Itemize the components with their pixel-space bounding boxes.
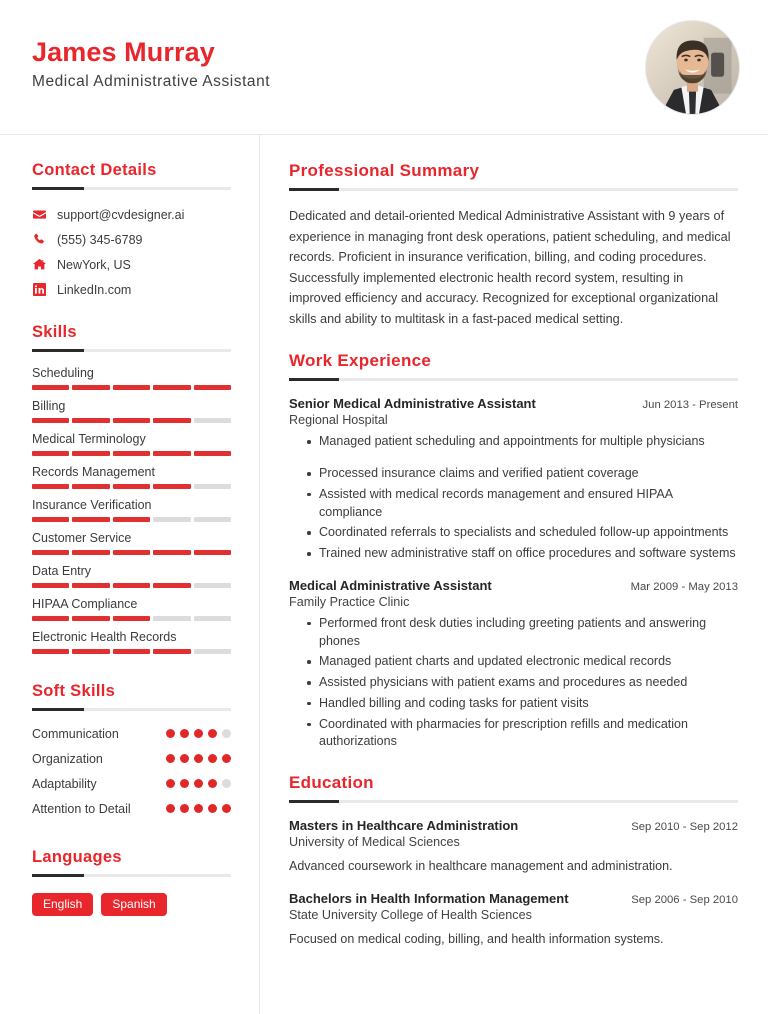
- candidate-job-title: Medical Administrative Assistant: [32, 72, 271, 90]
- education-date-range: Sep 2010 - Sep 2012: [631, 821, 738, 834]
- section-skills: [32, 323, 231, 654]
- education-entry: [289, 818, 738, 875]
- skill-item: [32, 564, 231, 588]
- skill-item: [32, 630, 231, 654]
- skill-level-segment: [113, 385, 150, 390]
- experience-organization: Regional Hospital: [289, 413, 388, 428]
- skill-level-segment: [72, 649, 109, 654]
- skill-level-segment: [72, 484, 109, 489]
- soft-skill-item: [32, 801, 231, 818]
- soft-skills-list: [32, 726, 231, 818]
- soft-skill-label: Adaptability: [32, 776, 97, 791]
- language-chip[interactable]: Spanish: [101, 893, 166, 916]
- contact-item-linkedin[interactable]: [32, 282, 231, 297]
- summary-section-title: Professional Summary: [289, 161, 480, 180]
- candidate-name: James Murray: [32, 37, 215, 68]
- experience-bullet: Performed front desk duties including greeting patients and answering phones: [307, 615, 738, 651]
- soft-skill-label: Organization: [32, 751, 103, 766]
- skill-level-segment: [113, 451, 150, 456]
- skill-level-segment: [194, 616, 231, 621]
- education-section-title: Education: [289, 773, 374, 793]
- skill-level-segment: [194, 517, 231, 522]
- skill-level-segment: [113, 616, 150, 621]
- section-professional-summary: [289, 161, 738, 329]
- soft-skill-label: Communication: [32, 727, 119, 741]
- skill-level-bar: [32, 418, 231, 423]
- section-divider: [32, 187, 231, 190]
- skill-level-bar: [32, 451, 231, 456]
- education-list: [289, 818, 738, 948]
- skill-level-bar: [32, 583, 231, 588]
- skill-level-segment: [32, 451, 69, 456]
- education-entry: [289, 891, 738, 948]
- soft-skill-rating: [166, 726, 231, 738]
- skill-level-segment: [72, 385, 109, 390]
- education-description: Focused on medical coding, billing, and health information systems.: [289, 932, 664, 947]
- education-institution: State University College of Health Sciences: [289, 908, 532, 923]
- skill-item: [32, 531, 231, 555]
- experience-bullet: Trained new administrative staff on office procedures and software systems: [307, 545, 738, 563]
- rating-dot: [208, 779, 217, 788]
- education-degree: Bachelors in Health Information Management: [289, 891, 569, 907]
- rating-dot: [222, 804, 231, 813]
- soft-skills-section-title: Soft Skills: [32, 682, 116, 700]
- section-divider: [289, 188, 738, 191]
- skills-list: [32, 366, 231, 654]
- skill-level-bar: [32, 550, 231, 555]
- skill-level-segment: [113, 550, 150, 555]
- skill-item: [32, 432, 231, 456]
- skill-label: Scheduling: [32, 366, 94, 380]
- section-divider: [289, 378, 738, 381]
- skill-level-segment: [194, 484, 231, 489]
- skill-level-segment: [72, 583, 109, 588]
- rating-dot: [180, 754, 189, 763]
- education-entry-header: [289, 891, 738, 906]
- contact-value-linkedin: LinkedIn.com: [57, 282, 132, 297]
- rating-dot: [194, 779, 203, 788]
- skill-level-segment: [72, 418, 109, 423]
- skill-level-segment: [194, 583, 231, 588]
- section-contact-details: [32, 161, 231, 297]
- summary-text: Dedicated and detail-oriented Medical Administrative Assistant with 9 years of experience in managing front desk operations, patient scheduling, and medical records. Proficient in insurance verification, billing, and coding procedures. Successfully implemented electronic health record system, resulting in improved efficiency and accuracy. Recognized for exceptional organizational skills and ability to multitask in a fast-paced medical setting.: [289, 209, 731, 326]
- education-entry-header: [289, 818, 738, 833]
- linkedin-icon: [32, 282, 47, 297]
- skill-level-segment: [32, 484, 69, 489]
- education-degree: Masters in Healthcare Administration: [289, 818, 519, 834]
- skill-level-bar: [32, 517, 231, 522]
- rating-dot: [222, 754, 231, 763]
- skill-level-segment: [153, 418, 190, 423]
- skill-level-segment: [194, 550, 231, 555]
- skill-level-segment: [32, 418, 69, 423]
- experience-entry: [289, 396, 738, 563]
- contact-value-email: support@cvdesigner.ai: [57, 207, 185, 222]
- rating-dot: [166, 729, 175, 738]
- profile-photo: [645, 20, 740, 115]
- rating-dot: [194, 754, 203, 763]
- contact-item-phone[interactable]: [32, 232, 231, 247]
- section-divider: [32, 349, 231, 352]
- section-education: [289, 773, 738, 948]
- rating-dot: [194, 804, 203, 813]
- rating-dot: [166, 804, 175, 813]
- rating-dot: [166, 779, 175, 788]
- skill-label: HIPAA Compliance: [32, 597, 138, 611]
- skill-level-segment: [113, 484, 150, 489]
- contact-section-title: Contact Details: [32, 161, 157, 179]
- contact-item-email[interactable]: [32, 207, 231, 222]
- header-text-block: [32, 37, 270, 96]
- education-description: Advanced coursework in healthcare management and administration.: [289, 859, 673, 874]
- language-chip[interactable]: English: [32, 893, 93, 916]
- skill-label: Data Entry: [32, 564, 92, 578]
- contact-item-location[interactable]: [32, 257, 231, 272]
- profile-photo-icon: [646, 21, 739, 114]
- rating-dot: [180, 779, 189, 788]
- experience-entry-header: [289, 578, 738, 593]
- contact-list: [32, 207, 231, 297]
- experience-bullet: Assisted with medical records management and ensured HIPAA compliance: [307, 486, 738, 522]
- sidebar-column: [0, 135, 260, 1014]
- skill-level-segment: [32, 583, 69, 588]
- education-institution: University of Medical Sciences: [289, 835, 460, 850]
- skill-level-segment: [32, 616, 69, 621]
- soft-skill-item: [32, 726, 231, 743]
- skill-level-segment: [113, 418, 150, 423]
- skill-level-segment: [153, 517, 190, 522]
- experience-bullet: Assisted physicians with patient exams and procedures as needed: [307, 674, 738, 692]
- skill-level-segment: [32, 385, 69, 390]
- section-divider: [32, 874, 231, 877]
- skill-level-bar: [32, 484, 231, 489]
- skill-item: [32, 465, 231, 489]
- skill-level-segment: [194, 418, 231, 423]
- contact-value-phone: (555) 345-6789: [57, 232, 143, 247]
- skill-level-segment: [32, 550, 69, 555]
- rating-dot: [208, 729, 217, 738]
- experience-section-title: Work Experience: [289, 351, 432, 371]
- skill-item: [32, 366, 231, 390]
- soft-skill-item: [32, 776, 231, 793]
- soft-skill-rating: [166, 776, 231, 788]
- skill-level-segment: [153, 550, 190, 555]
- rating-dot: [166, 754, 175, 763]
- section-divider: [289, 800, 738, 803]
- skill-level-segment: [153, 583, 190, 588]
- skill-level-segment: [153, 451, 190, 456]
- section-languages: [32, 848, 231, 916]
- skill-label: Electronic Health Records: [32, 630, 177, 644]
- languages-list: [32, 893, 231, 916]
- skill-level-segment: [72, 451, 109, 456]
- rating-dot: [194, 729, 203, 738]
- experience-role: Medical Administrative Assistant: [289, 577, 492, 593]
- phone-icon: [32, 232, 47, 247]
- experience-bullet: Managed patient scheduling and appointments for multiple physicians: [307, 433, 738, 451]
- experience-bullet: Handled billing and coding tasks for patient visits: [307, 695, 738, 713]
- experience-organization: Family Practice Clinic: [289, 594, 410, 609]
- home-icon: [32, 257, 47, 272]
- experience-bullet-list: [307, 433, 738, 563]
- experience-bullet-list: [307, 615, 738, 751]
- section-work-experience: [289, 351, 738, 751]
- experience-date-range: Mar 2009 - May 2013: [630, 580, 738, 593]
- experience-role: Senior Medical Administrative Assistant: [289, 396, 536, 412]
- experience-bullet: Processed insurance claims and verified patient coverage: [307, 465, 738, 483]
- rating-dot: [222, 729, 231, 738]
- skill-label: Records Management: [32, 465, 155, 479]
- skill-level-segment: [32, 517, 69, 522]
- contact-value-location: NewYork, US: [57, 257, 131, 272]
- skill-level-segment: [32, 649, 69, 654]
- skill-level-segment: [113, 583, 150, 588]
- skill-item: [32, 498, 231, 522]
- education-date-range: Sep 2006 - Sep 2010: [631, 894, 738, 907]
- rating-dot: [208, 754, 217, 763]
- skill-level-segment: [153, 616, 190, 621]
- skill-level-segment: [72, 517, 109, 522]
- rating-dot: [208, 804, 217, 813]
- skill-level-segment: [194, 649, 231, 654]
- skill-level-segment: [113, 517, 150, 522]
- resume-header: [0, 0, 768, 135]
- experience-date-range: Jun 2013 - Present: [642, 399, 738, 412]
- rating-dot: [180, 729, 189, 738]
- skill-level-bar: [32, 649, 231, 654]
- experience-entry-header: [289, 396, 738, 411]
- skill-level-segment: [194, 385, 231, 390]
- skill-level-segment: [72, 550, 109, 555]
- experience-bullet: Coordinated with pharmacies for prescription refills and medication authorizations: [307, 716, 738, 752]
- skill-label: Customer Service: [32, 531, 132, 545]
- soft-skill-label: Attention to Detail: [32, 801, 131, 816]
- skill-item: [32, 597, 231, 621]
- experience-list: [289, 396, 738, 751]
- skill-level-bar: [32, 616, 231, 621]
- skill-level-segment: [113, 649, 150, 654]
- soft-skill-rating: [166, 801, 231, 813]
- skill-level-segment: [153, 649, 190, 654]
- experience-bullet: Managed patient charts and updated electronic medical records: [307, 653, 738, 671]
- skill-label: Medical Terminology: [32, 432, 146, 446]
- soft-skill-rating: [166, 751, 231, 763]
- rating-dot: [180, 804, 189, 813]
- skill-level-segment: [153, 484, 190, 489]
- skill-item: [32, 399, 231, 423]
- experience-entry: [289, 578, 738, 751]
- soft-skill-item: [32, 751, 231, 768]
- skill-label: Insurance Verification: [32, 498, 152, 512]
- experience-bullet: Coordinated referrals to specialists and scheduled follow-up appointments: [307, 524, 738, 542]
- resume-body: [0, 135, 768, 1014]
- main-column: [260, 135, 768, 1014]
- skill-level-segment: [153, 385, 190, 390]
- email-icon: [32, 207, 47, 222]
- languages-section-title: Languages: [32, 847, 122, 866]
- skill-level-bar: [32, 385, 231, 390]
- section-divider: [32, 708, 231, 711]
- skill-level-segment: [72, 616, 109, 621]
- section-soft-skills: [32, 682, 231, 818]
- skill-level-segment: [194, 451, 231, 456]
- skills-section-title: Skills: [32, 323, 77, 341]
- rating-dot: [222, 779, 231, 788]
- skill-label: Billing: [32, 399, 66, 413]
